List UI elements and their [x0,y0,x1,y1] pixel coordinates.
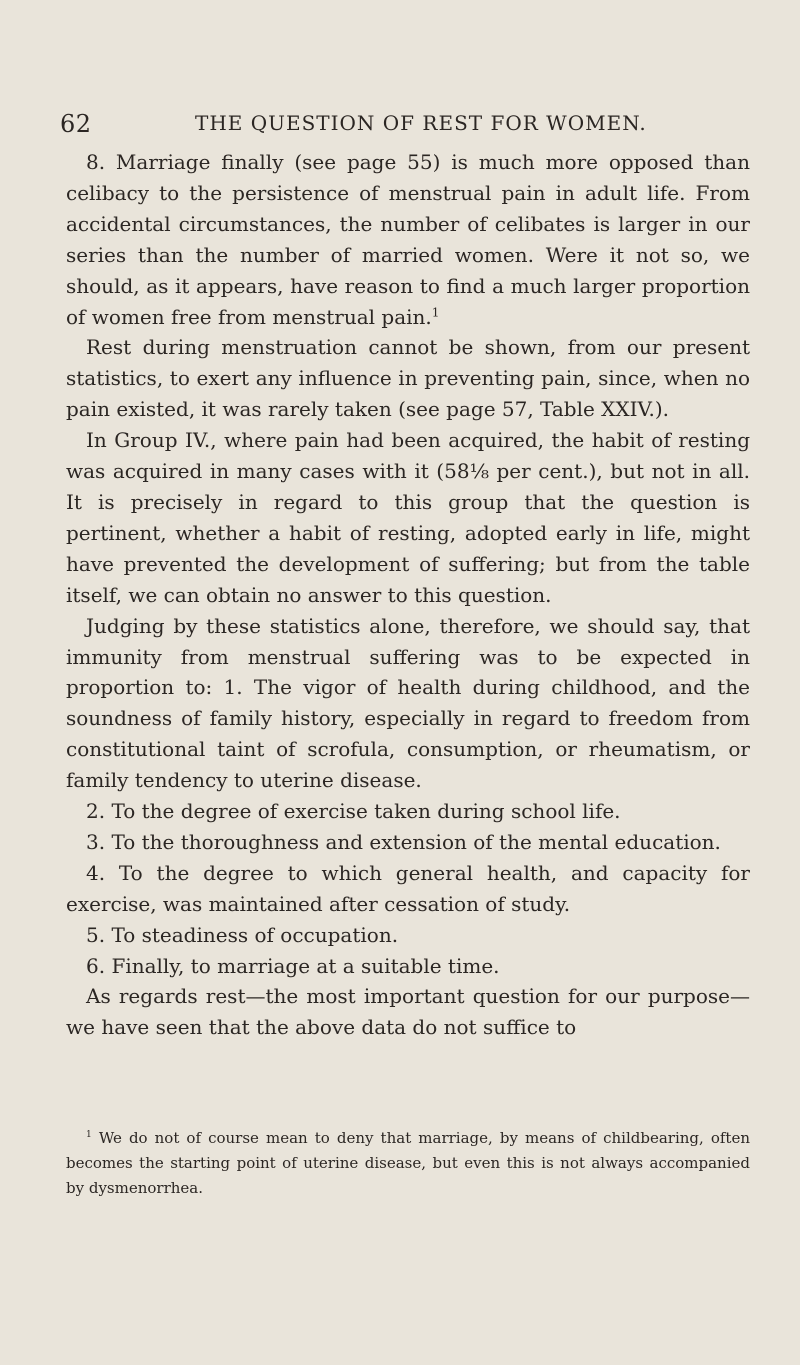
footnote-ref: 1 [431,304,440,319]
list-item-4: 4. To the degree to which general health, and capacity for exercise, was maintained after cessation of study. [66,860,750,916]
list-item-5: 5. To steadiness of occupation. [86,922,399,947]
paragraph-judging: Judging by these statistics alone, therefore, we should say, that immunity from menstrual suffering was to be expected in proportion to: 1. The vigor of health during childhood, and the soundness of family history, especially in regard to freedom from constitutional taint of scrofula, consumption, or rheumatism, or family tendency to uterine disease. [66,613,750,793]
page-header [60,110,750,140]
list-item-2: 2. To the degree of exercise taken during school life. [86,799,621,824]
running-head: THE QUESTION OF REST FOR WOMEN. [195,111,647,135]
list-item-3: 3. To the thoroughness and extension of the mental education. [86,829,721,854]
page-number: 62 [60,110,92,138]
paragraph-rest: Rest during menstruation cannot be shown, from our present statistics, to exert any influence in preventing pain, since, when no pain existed, it was rarely taken (see page 57, Table XXIV.). [66,335,750,422]
paragraph-as-regards: As regards rest—the most important question for our purpose—we have seen that the above data do not suffice to [66,984,750,1040]
footnote-marker: 1 [86,1130,92,1140]
footnote [66,1126,750,1201]
paragraph-group-iv: In Group IV., where pain had been acquired, the habit of resting was acquired in many cases with it (58⅛ per cent.), but not in all. It is precisely in regard to this group that the question is pertinent, whether a habit of resting, adopted early in life, might have prevented the development of suffering; but from the table itself, we can obtain no answer to this question. [66,428,750,607]
body-text [66,147,750,1043]
paragraph-marriage: 8. Marriage finally (see page 55) is much more opposed than celibacy to the persistence of menstrual pain in adult life. From accidental circumstances, the number of celibates is larger in our series than the number of married women. Were it not so, we should, as it appears, have reason to find a much larger proportion of women free from menstrual pain.$^1$ [66,150,750,329]
footnotes [66,1126,750,1201]
footnote-text: We do not of course mean to deny that marriage, by means of childbearing, often becomes the starting point of uterine disease, but even this is not always accompanied by dysmenorrhea. [66,1129,750,1197]
list-item-6: 6. Finally, to marriage at a suitable time. [86,953,500,978]
